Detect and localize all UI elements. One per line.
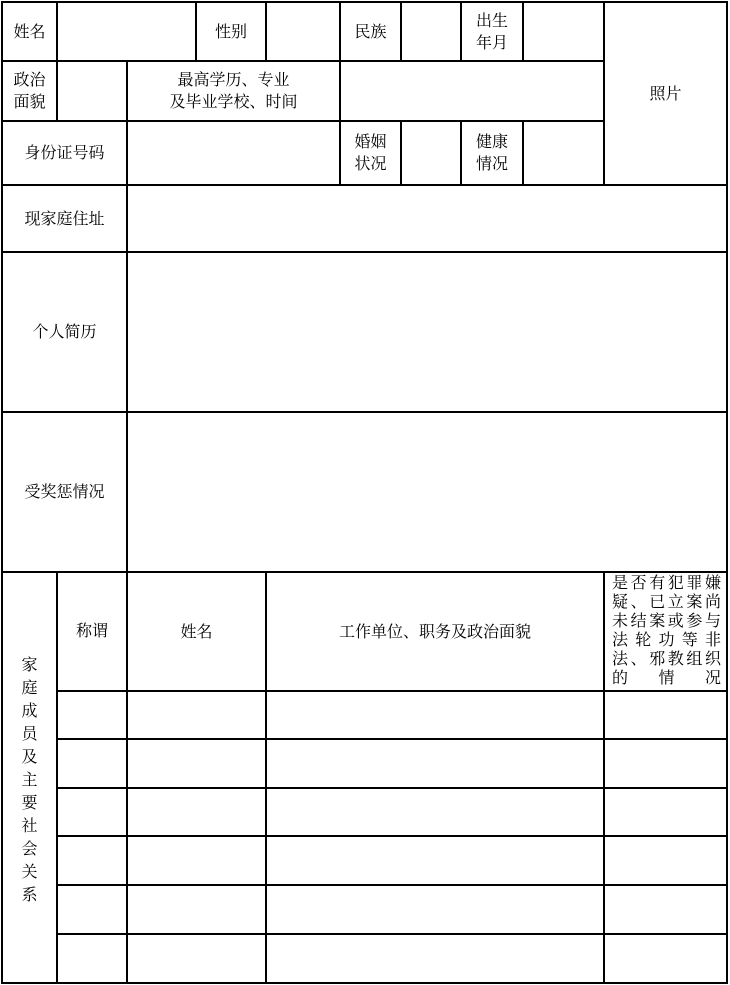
family-section-char: 社 <box>21 816 38 835</box>
family-section-char: 家 <box>21 655 38 674</box>
marital-field[interactable] <box>402 122 460 184</box>
health-field[interactable] <box>524 122 603 184</box>
family-row-4[interactable] <box>58 837 726 884</box>
education-field[interactable] <box>341 62 603 120</box>
family-row-1[interactable] <box>58 692 726 738</box>
resume-label: 个人简历 <box>32 322 97 341</box>
name-label: 姓名 <box>13 21 46 41</box>
family-header-work: 工作单位、职务及政治面貌 <box>338 621 531 641</box>
border-bottom <box>1 982 728 984</box>
awards-field[interactable] <box>128 413 726 571</box>
marital-label: 婚姻 状况 <box>354 132 387 173</box>
family-section-char: 主 <box>21 770 38 789</box>
id-field[interactable] <box>128 122 339 184</box>
family-row-6[interactable] <box>58 935 726 982</box>
family-section-char: 员 <box>21 724 38 743</box>
family-section-char: 及 <box>21 747 38 766</box>
birth-label: 出生 年月 <box>475 10 508 52</box>
address-label: 现家庭住址 <box>24 208 105 228</box>
family-header-criminal: 是否有犯罪嫌疑、已立案尚未结案或参与法轮功等非法、邪教组织的情况 <box>612 573 721 687</box>
address-field[interactable] <box>128 186 726 251</box>
family-header-name: 姓名 <box>180 621 213 641</box>
health-label: 健康 情况 <box>475 132 508 173</box>
political-field[interactable] <box>58 62 126 120</box>
gender-field[interactable] <box>267 3 339 60</box>
family-section-char: 关 <box>21 862 38 881</box>
ethnicity-label: 民族 <box>354 21 387 41</box>
photo-box[interactable]: 照片 <box>649 83 682 103</box>
family-row-3[interactable] <box>58 789 726 835</box>
family-section-char: 会 <box>21 839 38 858</box>
family-section-char: 要 <box>21 793 38 812</box>
resume-field[interactable] <box>128 253 726 411</box>
family-header-relation: 称谓 <box>75 621 108 640</box>
family-section-char: 庭 <box>21 678 38 697</box>
gender-label: 性别 <box>214 21 247 41</box>
education-label: 最高学历、专业 及毕业学校、时间 <box>169 70 298 111</box>
family-row-5[interactable] <box>58 886 726 933</box>
family-section-char: 系 <box>21 885 38 904</box>
name-field[interactable] <box>58 3 195 60</box>
awards-label: 受奖惩情况 <box>24 482 105 501</box>
family-row-2[interactable] <box>58 740 726 787</box>
family-section-label <box>3 573 56 982</box>
birth-field[interactable] <box>524 3 603 60</box>
id-label: 身份证号码 <box>24 143 105 162</box>
ethnicity-field[interactable] <box>402 3 460 60</box>
political-label: 政治 面貌 <box>13 70 46 111</box>
family-section-char: 成 <box>21 701 38 720</box>
